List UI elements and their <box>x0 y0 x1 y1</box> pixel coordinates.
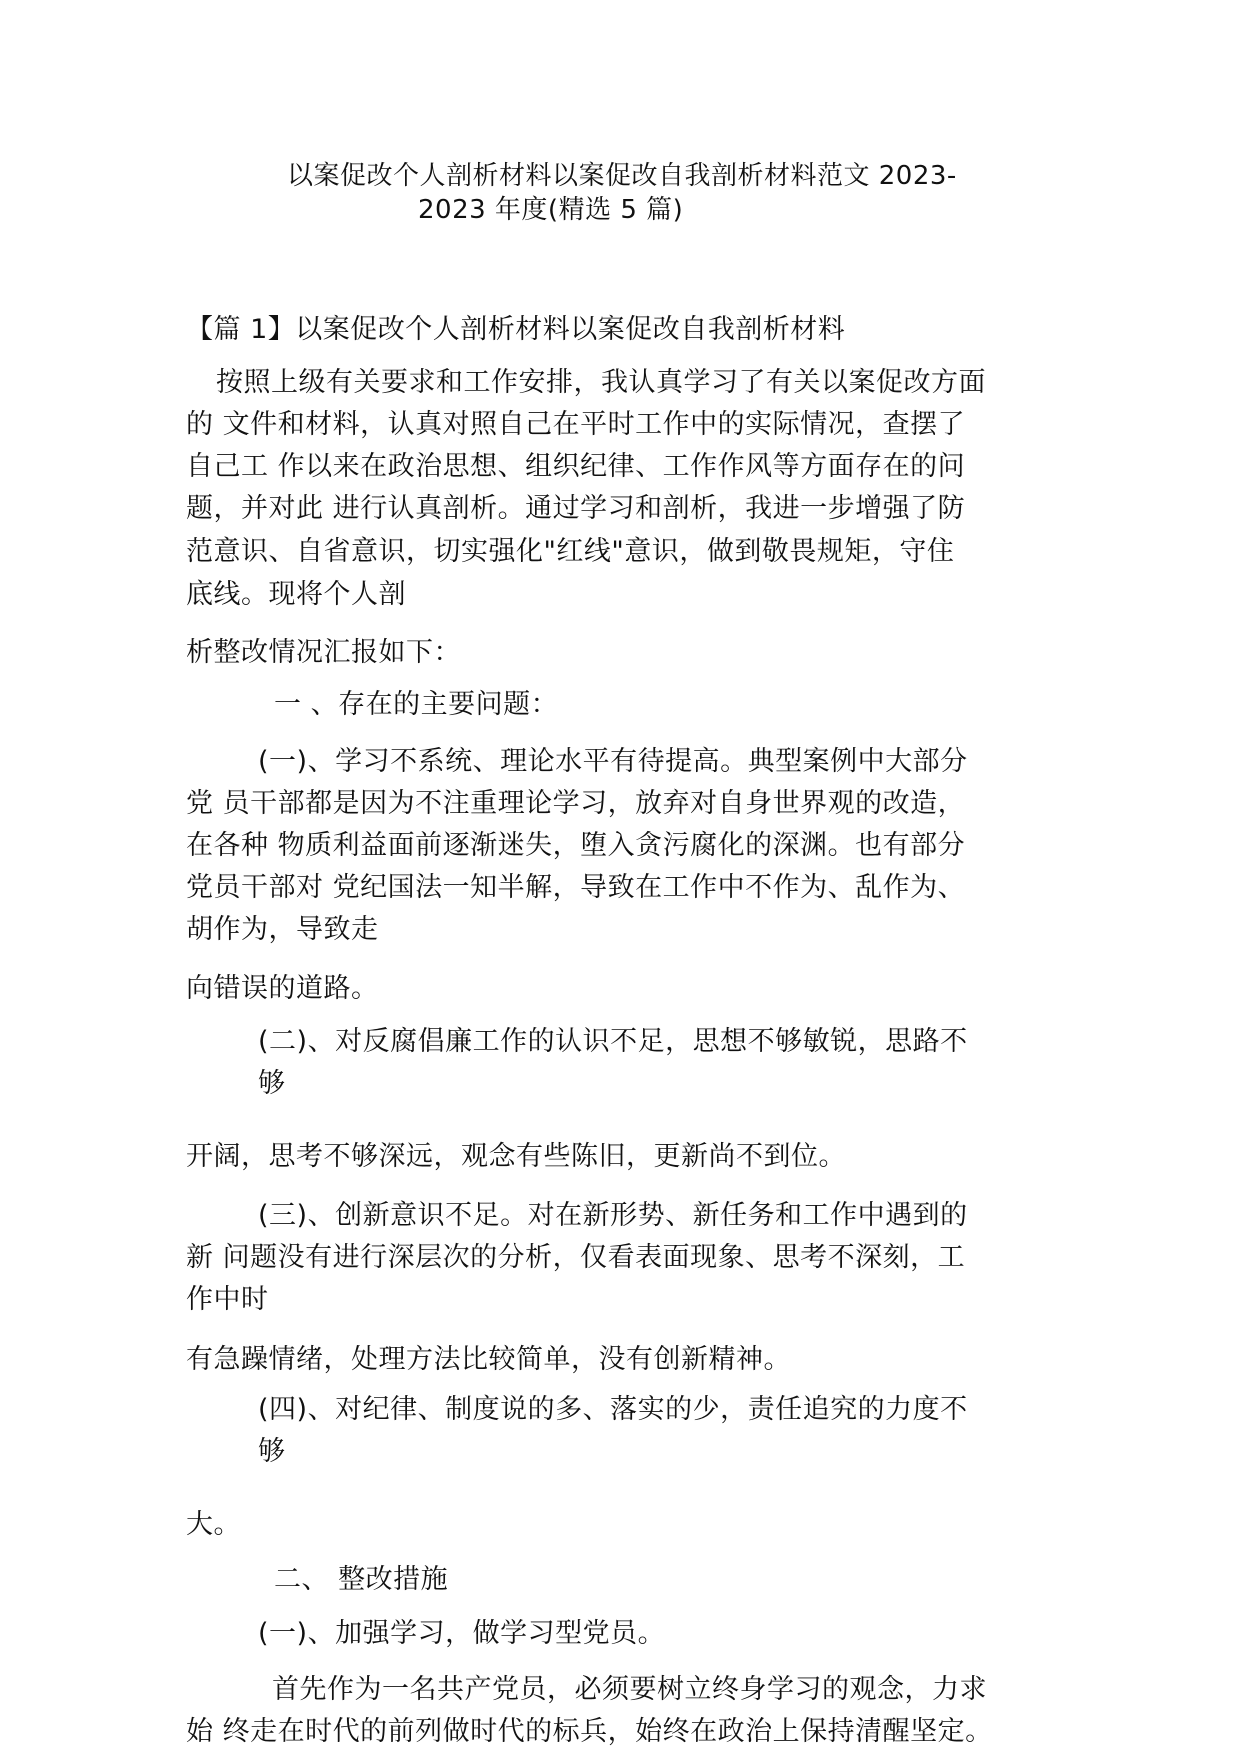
subheading: 二、 整改措施 <box>274 1564 449 1595</box>
paragraph-line: 按照上级有关要求和工作安排，我认真学习了有关以案促改方面 <box>216 367 986 398</box>
paragraph-line: 作中时 <box>186 1284 269 1315</box>
paragraph-line: (一)、学习不系统、理论水平有待提高。典型案例中大部分 <box>258 746 968 777</box>
paragraph-line: 胡作为，导致走 <box>186 914 379 945</box>
document-title-line-1: 以案促改个人剖析材料以案促改自我剖析材料范文 2023- <box>287 161 957 191</box>
paragraph-line: (二)、对反腐倡廉工作的认识不足，思想不够敏锐，思路不 <box>258 1026 968 1057</box>
paragraph-line: 党 员干部都是因为不注重理论学习，放弃对自身世界观的改造， <box>186 788 966 819</box>
paragraph-line: 始 终走在时代的前列做时代的标兵，始终在政治上保持清醒坚定。 <box>186 1716 993 1747</box>
paragraph-line: 题，并对此 进行认真剖析。通过学习和剖析，我进一步增强了防 <box>186 493 966 524</box>
paragraph-line: 开阔，思考不够深远，观念有些陈旧，更新尚不到位。 <box>186 1141 846 1172</box>
paragraph-line: 新 问题没有进行深层次的分析，仅看表面现象、思考不深刻，工 <box>186 1242 966 1273</box>
paragraph-line: (一)、加强学习，做学习型党员。 <box>258 1618 666 1649</box>
document-title-line-2: 2023 年度(精选 5 篇) <box>418 195 684 225</box>
paragraph-line: 自己工 作以来在政治思想、组织纪律、工作作风等方面存在的问 <box>186 451 966 482</box>
paragraph-line: 够 <box>258 1068 286 1099</box>
paragraph-line: 析整改情况汇报如下： <box>186 637 461 668</box>
paragraph-line: 范意识、自省意识，切实强化"红线"意识，做到敬畏规矩，守住 <box>186 536 955 567</box>
paragraph-line: (四)、对纪律、制度说的多、落实的少，责任追究的力度不 <box>258 1394 968 1425</box>
paragraph-line: 首先作为一名共产党员，必须要树立终身学习的观念，力求 <box>272 1674 987 1705</box>
subheading: 一 、存在的主要问题： <box>274 689 559 720</box>
paragraph-line: 党员干部对 党纪国法一知半解，导致在工作中不作为、乱作为、 <box>186 872 966 903</box>
paragraph-line: 的 文件和材料，认真对照自己在平时工作中的实际情况，查摆了 <box>186 409 966 440</box>
paragraph-line: 向错误的道路。 <box>186 973 379 1004</box>
paragraph-line: 大。 <box>186 1509 241 1540</box>
paragraph-line: 底线。现将个人剖 <box>186 579 406 610</box>
paragraph-line: 够 <box>258 1436 286 1467</box>
paragraph-line: (三)、创新意识不足。对在新形势、新任务和工作中遇到的 <box>258 1200 968 1231</box>
paragraph-line: 在各种 物质利益面前逐渐迷失，堕入贪污腐化的深渊。也有部分 <box>186 830 966 861</box>
paragraph-line: 有急躁情绪，处理方法比较简单，没有创新精神。 <box>186 1344 791 1375</box>
section-heading: 【篇 1】以案促改个人剖析材料以案促改自我剖析材料 <box>186 314 846 345</box>
